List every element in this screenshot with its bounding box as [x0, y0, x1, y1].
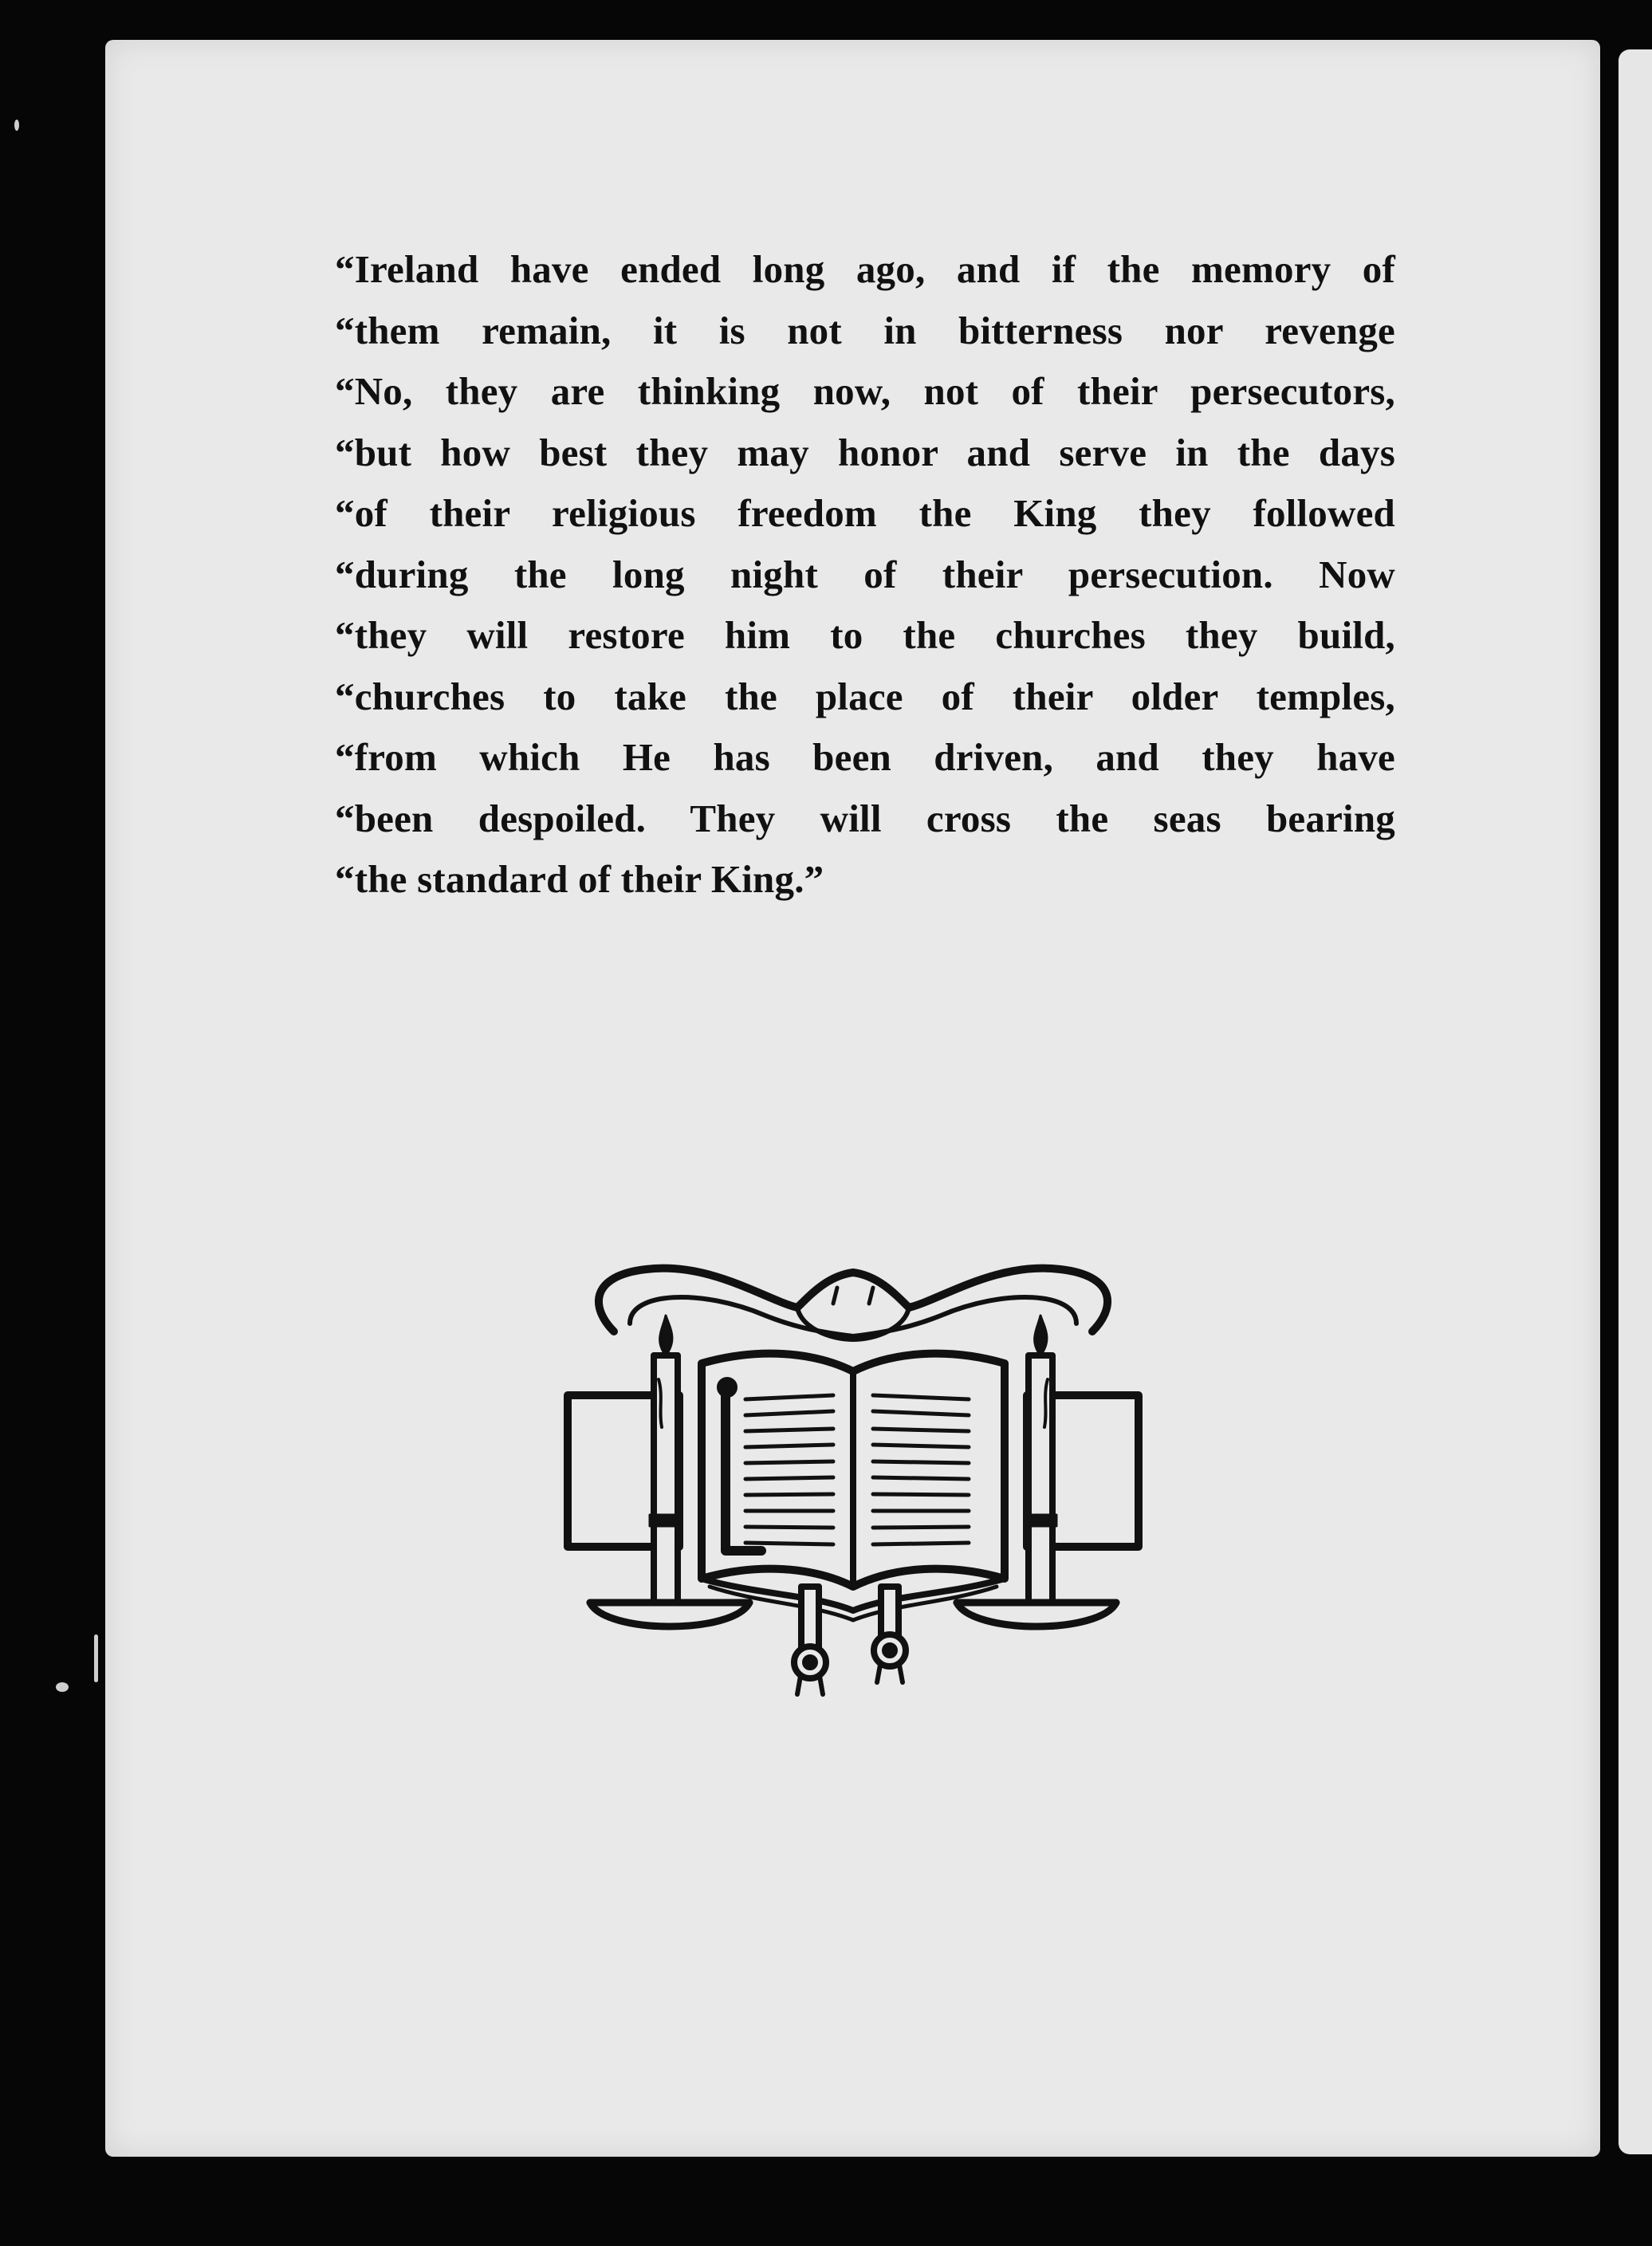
passage-line: “but how best they may honor and serve in the days — [335, 430, 1395, 474]
passage-line: “them remain, it is not in bitterness nor revenge — [335, 308, 1395, 352]
passage-line: “from which He has been driven, and they have — [335, 735, 1395, 779]
passage-line: “churches to take the place of their older temples, — [335, 674, 1395, 718]
passage-line: “Ireland have ended long ago, and if the memory of — [335, 247, 1395, 291]
scan-speck — [14, 120, 19, 131]
adjacent-page-edge — [1619, 49, 1652, 2154]
scan-speck — [94, 1634, 98, 1682]
passage-line: “been despoiled. They will cross the seas bearing — [335, 796, 1395, 840]
quoted-passage — [335, 239, 1395, 911]
passage-line: “No, they are thinking now, not of their persecutors, — [335, 369, 1395, 413]
passage-line: “of their religious freedom the King they followed — [335, 491, 1395, 535]
scan-speck — [56, 1682, 69, 1692]
passage-line: “they will restore him to the churches they build, — [335, 613, 1395, 657]
open-book-with-candles-ornament-icon — [558, 1260, 1148, 1706]
passage-line: “during the long night of their persecution. Now — [335, 552, 1395, 596]
passage-line: “the standard of their King.” — [335, 857, 824, 901]
